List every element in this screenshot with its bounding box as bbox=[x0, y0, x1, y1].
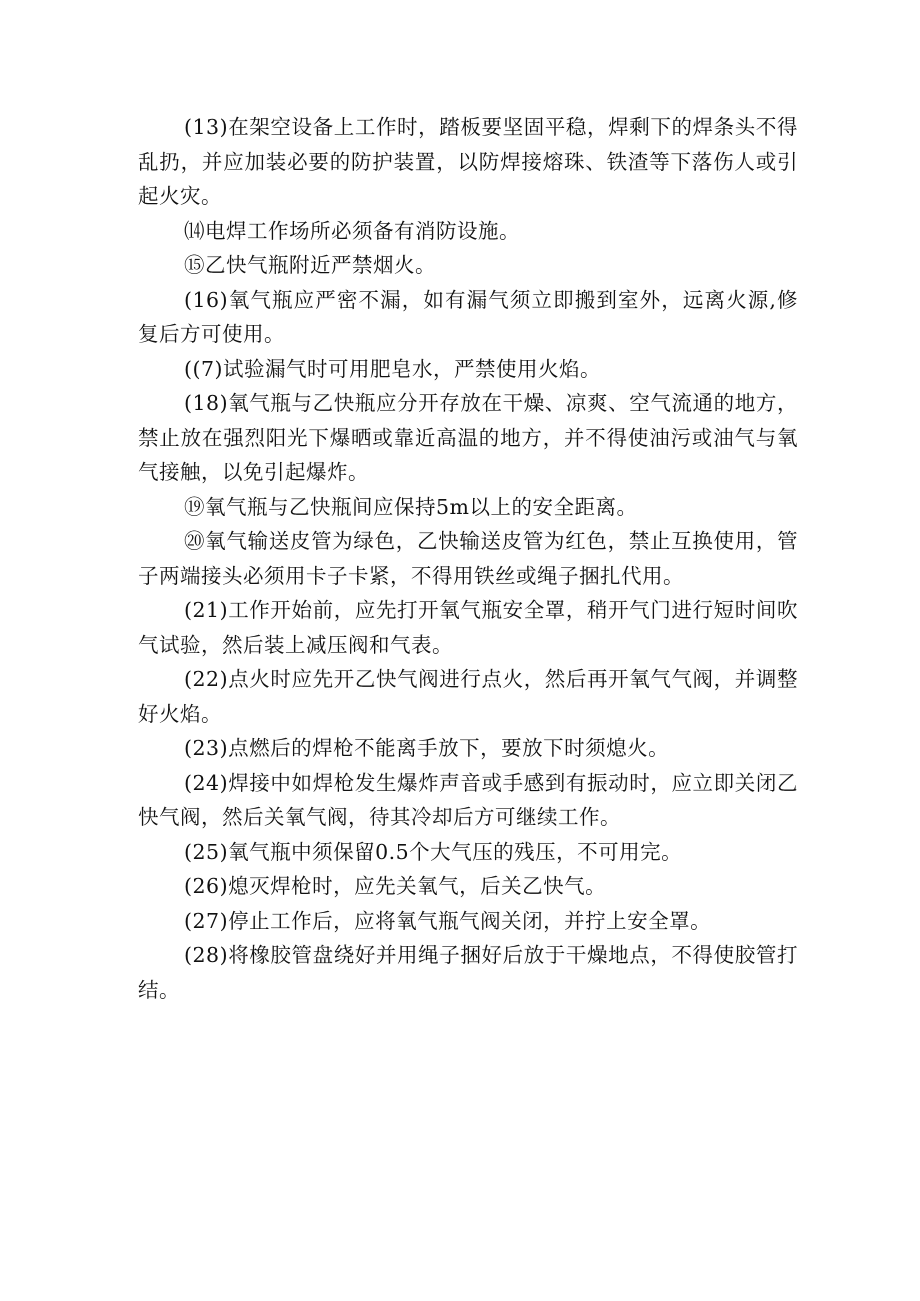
paragraph-item-21: (21)工作开始前，应先打开氧气瓶安全罩，稍开气门进行短时间吹气试验，然后装上减压阀和气表。 bbox=[138, 598, 798, 657]
paragraph-item-16: (16)氧气瓶应严密不漏，如有漏气须立即搬到室外，远离火源,修复后方可使用。 bbox=[138, 287, 798, 346]
paragraph-item-26: (26)熄灭焊枪时，应先关氧气，后关乙快气。 bbox=[184, 874, 607, 898]
paragraph-item-13: (13)在架空设备上工作时，踏板要坚固平稳，焊剩下的焊条头不得乱扔，并应加装必要的防护装置，以防焊接熔珠、铁渣等下落伤人或引起火灾。 bbox=[138, 115, 798, 208]
paragraph-item-15: ⑮乙快气瓶附近严禁烟火。 bbox=[184, 253, 436, 277]
document-body bbox=[138, 110, 798, 1007]
paragraph-item-25: (25)氧气瓶中须保留0.5个大气压的残压，不可用完。 bbox=[184, 839, 683, 864]
paragraph-item-17: ((7)试验漏气时可用肥皂水，严禁使用火焰。 bbox=[184, 356, 602, 381]
paragraph-item-23: (23)点燃后的焊枪不能离手放下，要放下时须熄火。 bbox=[184, 736, 670, 760]
paragraph-item-27: (27)停止工作后，应将氧气瓶气阀关闭，并拧上安全罩。 bbox=[184, 908, 712, 933]
paragraph-item-28: (28)将橡胶管盘绕好并用绳子捆好后放于干燥地点，不得使胶管打结。 bbox=[138, 943, 798, 1002]
paragraph-item-18: (18)氧气瓶与乙快瓶应分开存放在干燥、凉爽、空气流通的地方，禁止放在强烈阳光下爆晒或靠近高温的地方，并不得使油污或油气与氧气接触，以免引起爆炸。 bbox=[138, 391, 798, 484]
paragraph-item-24: (24)焊接中如焊枪发生爆炸声音或手感到有振动时，应立即关闭乙快气阀，然后关氧气阀，待其冷却后方可继续工作。 bbox=[138, 770, 798, 829]
paragraph-item-14: ⒁电焊工作场所必须备有消防设施。 bbox=[184, 218, 520, 243]
paragraph-item-20: ⑳氧气输送皮管为绿色，乙快输送皮管为红色，禁止互换使用，管子两端接头必须用卡子卡紧，不得用铁丝或绳子捆扎代用。 bbox=[138, 529, 798, 588]
paragraph-item-22: (22)点火时应先开乙快气阀进行点火，然后再开氧气气阀，并调整好火焰。 bbox=[138, 667, 798, 726]
paragraph-item-19: ⑲氧气瓶与乙快瓶间应保持5m以上的安全距离。 bbox=[184, 494, 638, 519]
